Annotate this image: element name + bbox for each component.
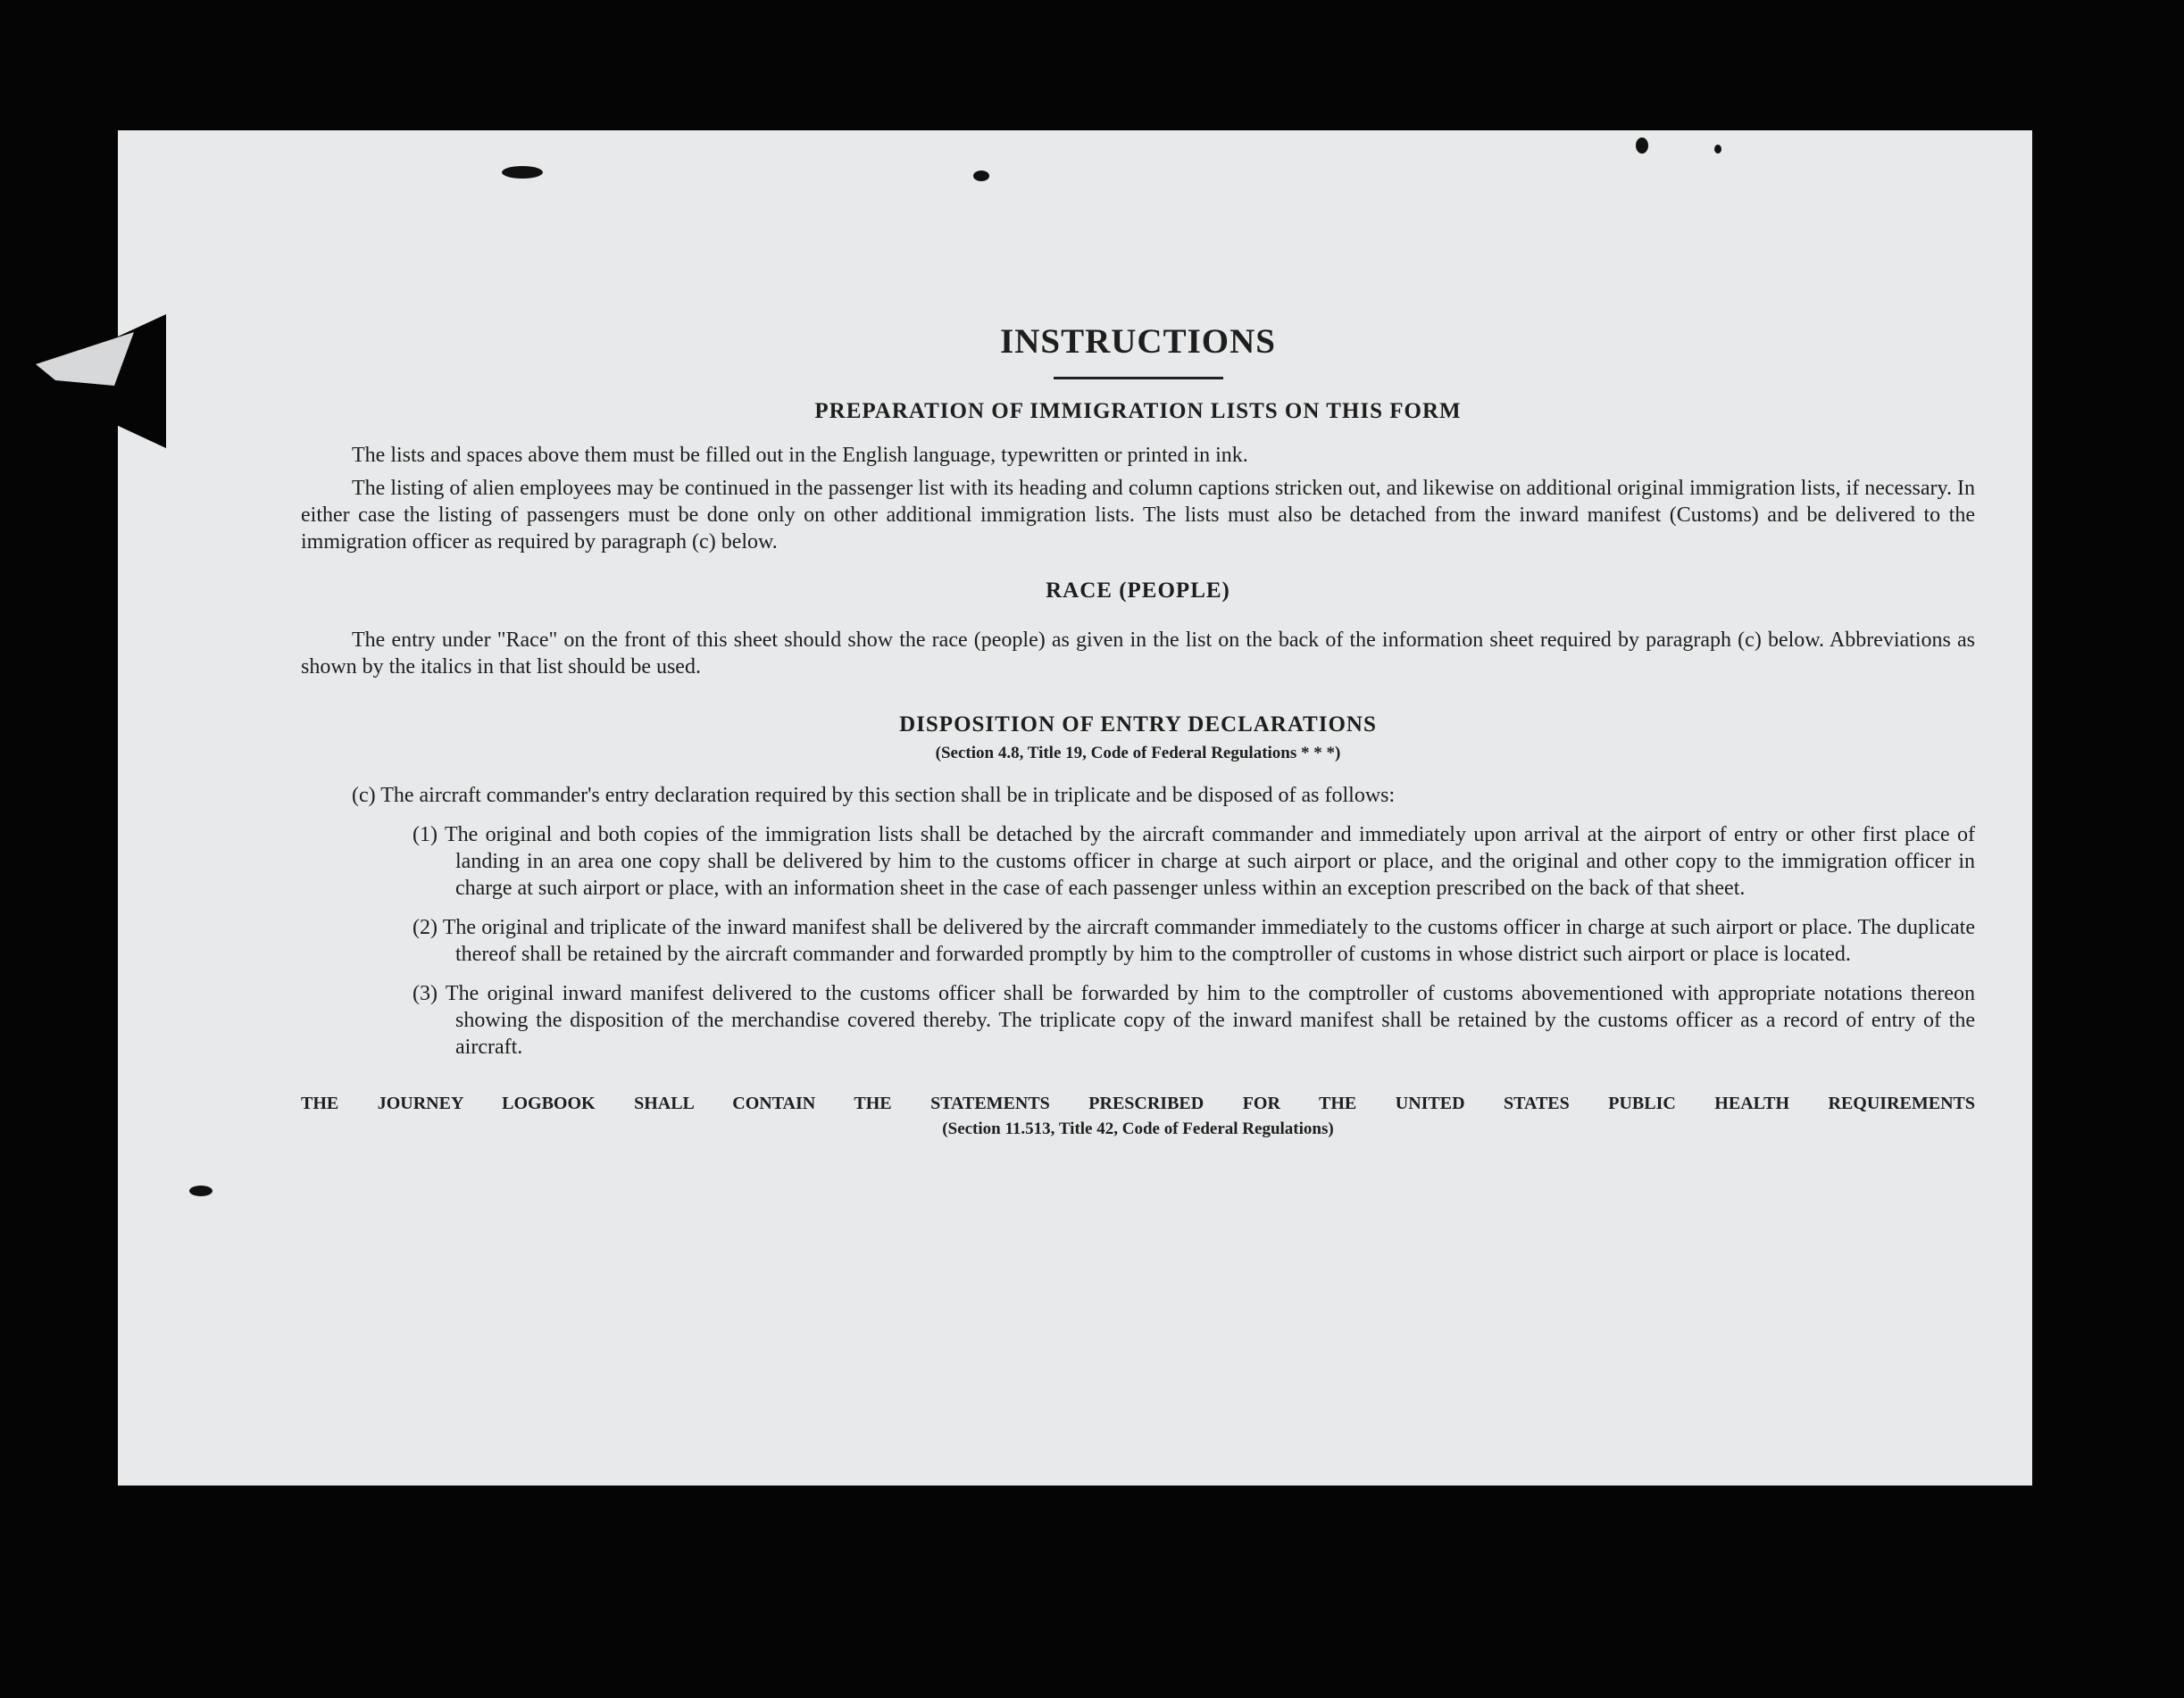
- health-requirements-citation: (Section 11.513, Title 42, Code of Federal Regulations): [942, 1120, 1334, 1138]
- document-sheet: [118, 130, 2032, 1486]
- health-requirements-statement: THE JOURNEY LOGBOOK SHALL CONTAIN THE STATEMENTS PRESCRIBED FOR THE UNITED STATES PUBLIC HEALTH REQUIREMENTS: [301, 1094, 1975, 1113]
- page-title: INSTRUCTIONS: [1000, 322, 1276, 361]
- disposition-heading: DISPOSITION OF ENTRY DECLARATIONS: [899, 712, 1377, 737]
- preparation-paragraph-2: The listing of alien employees may be continued in the passenger list with its heading and column captions stricken out, and likewise on additional original immigration lists, if necessary. In either case the listing of passengers must be done only on other additional immigration lists. The lists must also be detached from the inward manifest (Customs) and be delivered to the immigration officer as required by paragraph (c) below.: [301, 477, 1975, 554]
- race-heading: RACE (PEOPLE): [1046, 578, 1230, 603]
- disposition-item-2: (2) The original and triplicate of the inward manifest shall be delivered by the aircraft commander immediately to the customs officer in charge at such airport or place. The duplicate thereof shall be retained by the aircraft commander and forwarded promptly by him to the comptroller of customs in whose district such airport or place is located.: [413, 916, 1975, 966]
- ink-blot: [502, 166, 543, 179]
- title-rule: [1054, 377, 1223, 379]
- ink-blot: [973, 171, 989, 181]
- ink-blot: [189, 1186, 213, 1196]
- document-body: [301, 321, 1975, 1141]
- preparation-paragraph-1: The lists and spaces above them must be filled out in the English language, typewritten or printed in ink.: [352, 444, 1248, 467]
- preparation-heading: PREPARATION OF IMMIGRATION LISTS ON THIS FORM: [814, 399, 1462, 423]
- ink-blot: [1636, 137, 1648, 154]
- disposition-intro: (c) The aircraft commander's entry declaration required by this section shall be in triplicate and be disposed of as follows:: [352, 784, 1396, 807]
- disposition-item-1: (1) The original and both copies of the immigration lists shall be detached by the aircraft commander and immediately upon arrival at the airport of entry or other first place of landing in an area one copy shall be delivered by him to the customs officer in charge at such airport or place, and the original and other copy to the immigration officer in charge at such airport or place, with an information sheet in the case of each passenger unless within an exception prescribed on the back of that sheet.: [413, 823, 1975, 900]
- disposition-citation: (Section 4.8, Title 19, Code of Federal Regulations * * *): [935, 744, 1341, 762]
- ink-blot: [1714, 145, 1721, 154]
- disposition-item-3: (3) The original inward manifest delivered to the customs officer shall be forwarded by him to the comptroller of customs abovementioned with appropriate notations thereon showing the disposition of the merchandise covered thereby. The triplicate copy of the inward manifest shall be retained by the customs officer as a record of entry of the aircraft.: [413, 982, 1975, 1059]
- race-paragraph: The entry under "Race" on the front of this sheet should show the race (people) as given in the list on the back of the information sheet required by paragraph (c) below. Abbreviations as shown by the italics in that list should be used.: [301, 628, 1975, 678]
